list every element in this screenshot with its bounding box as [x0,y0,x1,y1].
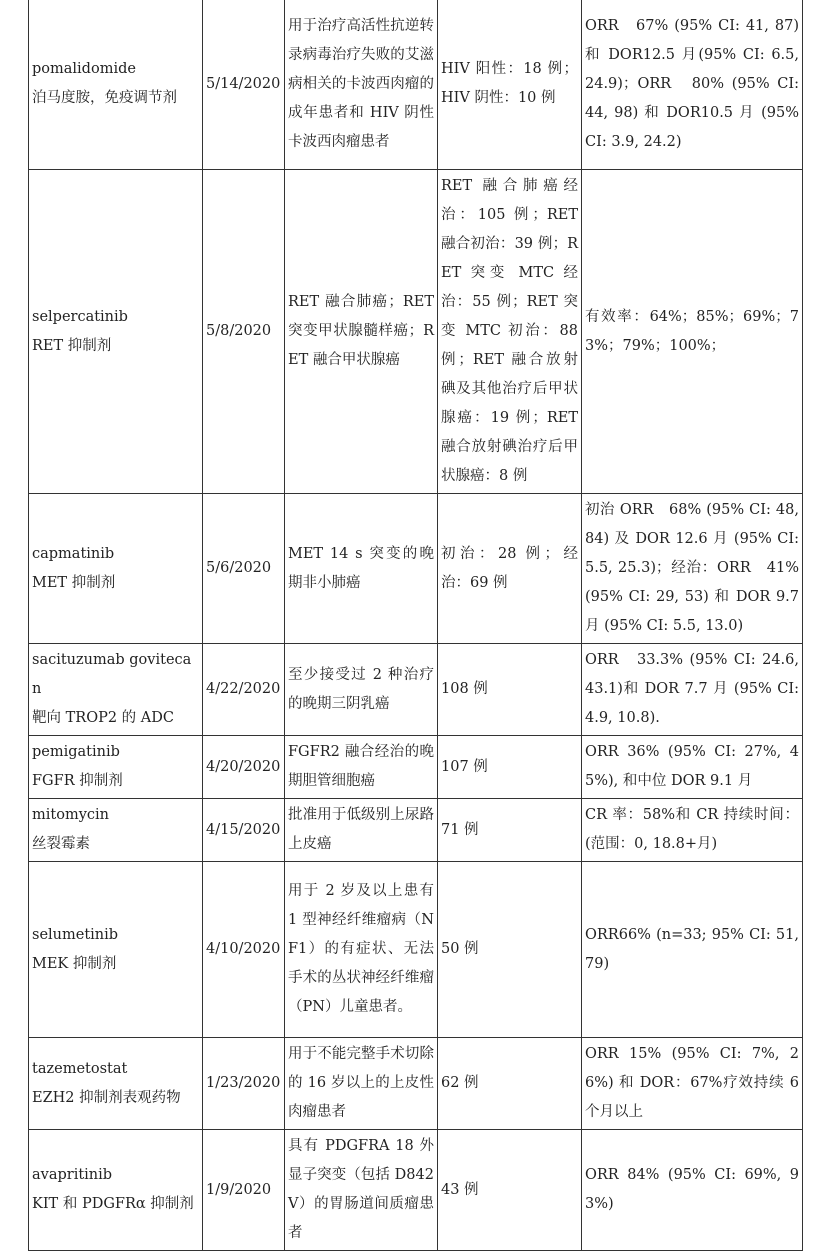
efficacy-result: CR 率：58%和 CR 持续时间：(范围：0, 18.8+月) [582,799,803,862]
table-row [29,1130,803,1251]
indication: 用于 2 岁及以上患有 1 型神经纤维瘤病（NF1）的有症状、无法手术的丛状神经纤维瘤（PN）儿童患者。 [285,862,438,1038]
drug-description: MET 抑制剂 [32,574,116,591]
case-count: 71 例 [438,799,582,862]
indication: 至少接受过 2 种治疗的晚期三阴乳癌 [285,644,438,736]
efficacy-result: 有效率：64%；85%；69%；73%；79%；100%； [582,170,803,494]
drug-cell [29,1038,203,1130]
approval-date: 1/23/2020 [203,1038,285,1130]
case-count: 108 例 [438,644,582,736]
table-row [29,736,803,799]
efficacy-result: 初治 ORR 68% (95% CI: 48, 84) 及 DOR 12.6 月 (95% CI: 5.5, 25.3)；经治：ORR 41% (95% CI: 29, 53) 和 DOR 9.7 月 (95% CI: 5.5, 13.0) [582,494,803,644]
table-row [29,799,803,862]
drug-description: 靶向 TROP2 的 ADC [32,710,174,726]
drug-name: pomalidomide [32,61,136,77]
drug-name: pemigatinib [32,744,120,760]
drug-cell [29,1130,203,1251]
case-count: 43 例 [438,1130,582,1251]
drug-description: EZH2 抑制剂表观药物 [32,1089,181,1106]
drug-cell [29,736,203,799]
efficacy-result: ORR66% (n=33; 95% CI: 51,79) [582,862,803,1038]
drug-approval-table [28,0,803,1251]
case-count: HIV 阳性：18 例；HIV 阴性：10 例 [438,0,582,170]
case-count: 107 例 [438,736,582,799]
table-row [29,862,803,1038]
approval-date: 4/10/2020 [203,862,285,1038]
case-count: 62 例 [438,1038,582,1130]
drug-cell [29,0,203,170]
efficacy-result: ORR 36% (95% CI: 27%, 45%), 和中位 DOR 9.1 月 [582,736,803,799]
table-row [29,0,803,170]
drug-cell [29,862,203,1038]
drug-cell [29,799,203,862]
table-row [29,644,803,736]
approval-date: 5/6/2020 [203,494,285,644]
efficacy-result: ORR 84% (95% CI: 69%, 93%) [582,1130,803,1251]
drug-name: selumetinib [32,926,119,943]
indication: 用于不能完整手术切除的 16 岁以上的上皮性肉瘤患者 [285,1038,438,1130]
approval-date: 4/15/2020 [203,799,285,862]
drug-description: 泊马度胺，免疫调节剂 [32,90,177,106]
drug-name: selpercatinib [32,308,128,325]
approval-date: 4/22/2020 [203,644,285,736]
indication: MET 14 s 突变的晚期非小肺癌 [285,494,438,644]
approval-date: 5/8/2020 [203,170,285,494]
indication: FGFR2 融合经治的晚期胆管细胞癌 [285,736,438,799]
efficacy-result: ORR 33.3% (95% CI: 24.6, 43.1)和 DOR 7.7 月 (95% CI: 4.9, 10.8). [582,644,803,736]
approval-date: 5/14/2020 [203,0,285,170]
drug-cell [29,494,203,644]
drug-description: 丝裂霉素 [32,836,90,852]
drug-name: mitomycin [32,807,109,823]
drug-name: avapritinib [32,1167,113,1183]
indication: 批准用于低级别上尿路上皮癌 [285,799,438,862]
drug-name: sacituzumab govitecan [32,652,192,697]
drug-name: tazemetostat [32,1060,128,1077]
drug-description: RET 抑制剂 [32,337,112,354]
drug-cell [29,644,203,736]
drug-description: FGFR 抑制剂 [32,773,123,789]
drug-cell [29,170,203,494]
efficacy-result: ORR 67% (95% CI: 41, 87) 和 DOR12.5 月(95% CI: 6.5, 24.9)；ORR 80% (95% CI: 44, 98) 和 DOR10.5 月 (95% CI: 3.9, 24.2) [582,0,803,170]
table-row [29,1038,803,1130]
case-count: RET 融合肺癌经治：105 例；RET 融合初治：39 例；RET 突变 MTC 经治：55 例；RET 突变 MTC 初治：88 例；RET 融合放射碘及其他治疗后甲状腺癌：19 例；RET 融合放射碘治疗后甲状腺癌：8 例 [438,170,582,494]
table-row [29,494,803,644]
case-count: 50 例 [438,862,582,1038]
case-count: 初治：28 例；经治：69 例 [438,494,582,644]
drug-description: KIT 和 PDGFRα 抑制剂 [32,1196,194,1212]
indication: RET 融合肺癌；RET 突变甲状腺髓样癌；RET 融合甲状腺癌 [285,170,438,494]
drug-description: MEK 抑制剂 [32,955,117,972]
indication: 用于治疗高活性抗逆转录病毒治疗失败的艾滋病相关的卡波西肉瘤的成年患者和 HIV 阴性卡波西肉瘤患者 [285,0,438,170]
drug-name: capmatinib [32,545,115,562]
approval-date: 4/20/2020 [203,736,285,799]
table-row [29,170,803,494]
approval-date: 1/9/2020 [203,1130,285,1251]
efficacy-result: ORR 15% (95% CI: 7%, 26%) 和 DOR：67%疗效持续 6 个月以上 [582,1038,803,1130]
indication: 具有 PDGFRA 18 外显子突变（包括 D842V）的胃肠道间质瘤患者 [285,1130,438,1251]
